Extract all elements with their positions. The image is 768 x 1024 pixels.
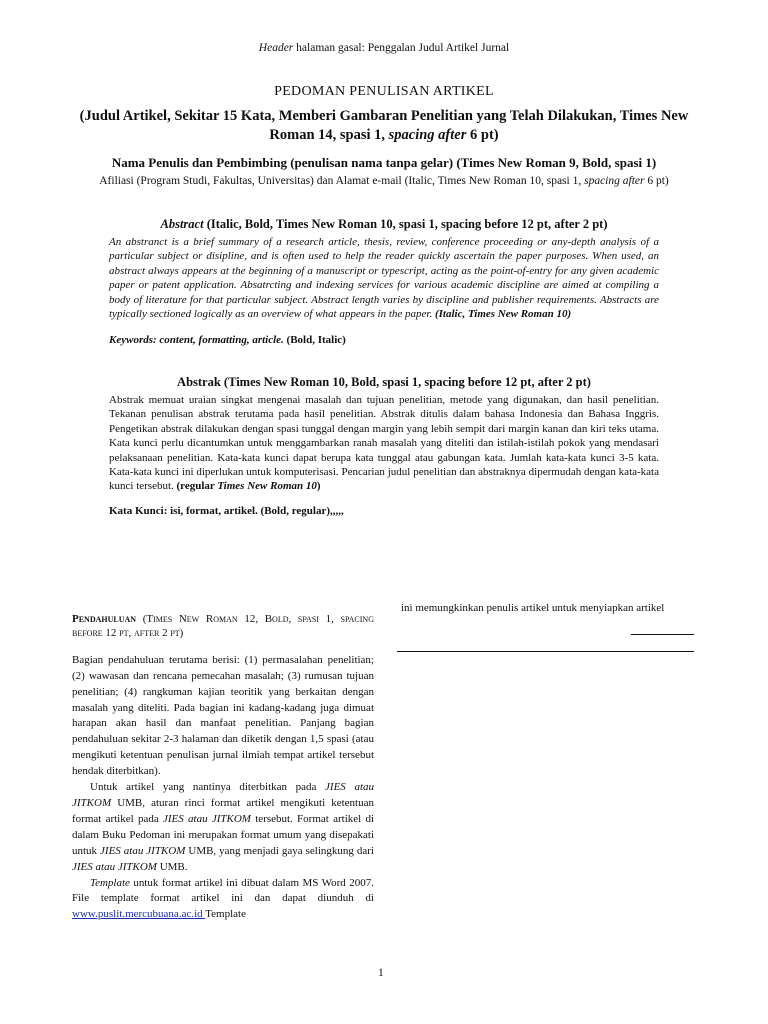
p2-text-2: UMB, aturan rinci format artikel mengikuti ketentuan format artikel pada bbox=[72, 796, 374, 825]
section-heading bbox=[72, 612, 374, 641]
abstrak-note-post: ) bbox=[316, 480, 321, 493]
abstrak-note-pre: (regular bbox=[176, 480, 218, 493]
keywords-values: content, formatting, article. bbox=[156, 334, 284, 346]
abstrak-body bbox=[109, 393, 659, 494]
paragraph-2 bbox=[72, 780, 374, 875]
p3-italic-1: Template bbox=[90, 876, 130, 889]
article-subtitle bbox=[60, 107, 708, 145]
affiliation-end: 6 pt) bbox=[644, 175, 669, 187]
p3-text-2: Template bbox=[205, 908, 246, 921]
p2-text-1: Untuk artikel yang nantinya diterbitkan pada bbox=[90, 781, 326, 794]
p2-italic-3: JIES atau JITKOM bbox=[100, 844, 186, 857]
section-heading-bold: Pendahuluan bbox=[72, 613, 137, 625]
fill-line-short bbox=[631, 634, 694, 635]
paragraph-3 bbox=[72, 876, 374, 924]
abstrak-text: Abstrak memuat uraian singkat mengenai masalah dan tujuan penelitian, metode yang digunakan, dan hasil penelitian. Tekanan penulisan abstrak terutama pada hasil penelitian. Abstrak ditulis dalam bahasa Indonesia dan Bahasa Inggris. Pengetikan abstrak dilakukan dengan spasi tunggal dengan margin yang lebih sempit dari margin kanan dan kiri teks utama. Kata kunci perlu dicantumkan untuk menggambarkan ranah masalah yang diteliti dan istilah-istilah pokok yang mendasari pelaksanaan penelitian. Kata-kata kunci dapat berupa kata tunggal atau gabungan kata. Jumlah kata-kata kunci 3-5 kata. Kata-kata kunci ini diperlukan untuk komputerisasi. Pencarian judul penelitian dan abstraknya dipermudah dengan kata-kata kunci tersebut. bbox=[109, 394, 659, 493]
affiliation-line bbox=[66, 174, 702, 189]
header-text: halaman gasal: Penggalan Judul Artikel Jurnal bbox=[293, 42, 510, 54]
subtitle-end: 6 pt) bbox=[466, 127, 499, 143]
p2-text-3: tersebut. Format artikel di dalam Buku Pedoman ini merupakan format umum yang disepakati untuk bbox=[72, 812, 375, 857]
abstrak-note bbox=[177, 480, 321, 492]
keywords-label: Keywords: bbox=[109, 334, 157, 346]
keywords-note: (Bold, Italic) bbox=[283, 334, 346, 346]
abstract-text: An abstranct is a brief summary of a research article, thesis, review, conference proceeding or any-depth analysis of a particular subject or disipline, and is often used to help the reader quickly ascertain the paper purposes. When used, an abstract always appears at the beginning of a manuscript or typescript, acting as the point-of-entry for any given academic paper or patent application. Absatrcting and indexing services for various academic discipline are aimed at compiling a body of literature for that particular subject. Abstract length varies by discipline and publisher requirements. Abstracts are typically sectioned logically as an overview of what appears in the paper. bbox=[109, 236, 659, 321]
affiliation-italic: spacing after bbox=[584, 175, 645, 187]
header-italic: Header bbox=[258, 42, 294, 54]
abstract-body bbox=[109, 235, 659, 321]
paragraph-1: Bagian pendahuluan terutama berisi: (1) permasalahan penelitian; (2) wawasan dan rencana pemecahan masalah; (3) rumusan tujuan penelitian; (4) rangkuman kajian teoritik yang berkaitan dengan masalah yang diteliti. Pada bagian ini kadang-kadang juga dimuat harapan akan hasil dan manfaat penelitian. Panjang bagian pendahuluan sekitar 2-3 halaman dan diketik dengan 1,5 spasi (atau mengikuti ketentuan penulisan jurnal ilmiah tempat artikel tersebut hendak diterbitkan). bbox=[72, 653, 374, 778]
abstract-heading bbox=[60, 217, 708, 232]
p2-italic-1: JIES atau JITKOM bbox=[72, 781, 374, 809]
right-column: ini memungkinkan penulis artikel untuk menyiapkan artikel bbox=[401, 602, 665, 614]
fill-line-long bbox=[397, 651, 694, 652]
p2-text-4: UMB, yang menjadi gaya selingkung dari bbox=[185, 844, 374, 857]
p2-italic-2: JIES atau JITKOM bbox=[162, 812, 251, 825]
page-number: 1 bbox=[378, 967, 384, 979]
author-line: Nama Penulis dan Pembimbing (penulisan nama tanpa gelar) (Times New Roman 9, Bold, spasi 1) bbox=[111, 155, 657, 170]
abstrak-heading: Abstrak (Times New Roman 10, Bold, spasi 1, spacing before 12 pt, after 2 pt) bbox=[177, 375, 591, 389]
abstrak-note-italic: Times New Roman 10 bbox=[217, 480, 317, 493]
running-header bbox=[0, 42, 768, 54]
subtitle-italic: spacing after bbox=[388, 127, 467, 143]
affiliation-main: Afiliasi (Program Studi, Fakultas, Universitas) dan Alamat e-mail (Italic, Times New Roman 10, spasi 1, bbox=[99, 175, 585, 187]
keywords-en bbox=[109, 333, 399, 347]
kata-kunci: Kata Kunci: isi, format, artikel. (Bold, regular),,,,, bbox=[109, 505, 344, 517]
abstract-heading-italic: Abstract bbox=[160, 217, 204, 231]
p2-italic-4: JIES atau JITKOM bbox=[72, 860, 157, 873]
abstract-note: (Italic, Times New Roman 10) bbox=[434, 308, 572, 321]
abstract-heading-rest: (Italic, Bold, Times New Roman 10, spasi 1, spacing before 12 pt, after 2 pt) bbox=[203, 217, 608, 231]
left-column bbox=[72, 612, 374, 923]
subtitle-main: (Judul Artikel, Sekitar 15 Kata, Memberi Gambaran Penelitian yang Telah Dilakukan, Times New Roman 14, spasi 1, bbox=[79, 108, 689, 143]
section-heading-rest: (Times New Roman 12, Bold, spasi 1, spacing before 12 pt, after 2 pt) bbox=[72, 613, 374, 640]
p2-text-5: UMB. bbox=[156, 860, 188, 873]
puslit-link[interactable]: www.puslit.mercubuana.ac.id bbox=[72, 908, 206, 921]
p3-text-1: untuk format artikel ini dibuat dalam MS Word 2007. File template format artikel ini dan dapat diunduh di bbox=[72, 876, 374, 905]
article-title: PEDOMAN PENULISAN ARTIKEL bbox=[274, 84, 494, 99]
